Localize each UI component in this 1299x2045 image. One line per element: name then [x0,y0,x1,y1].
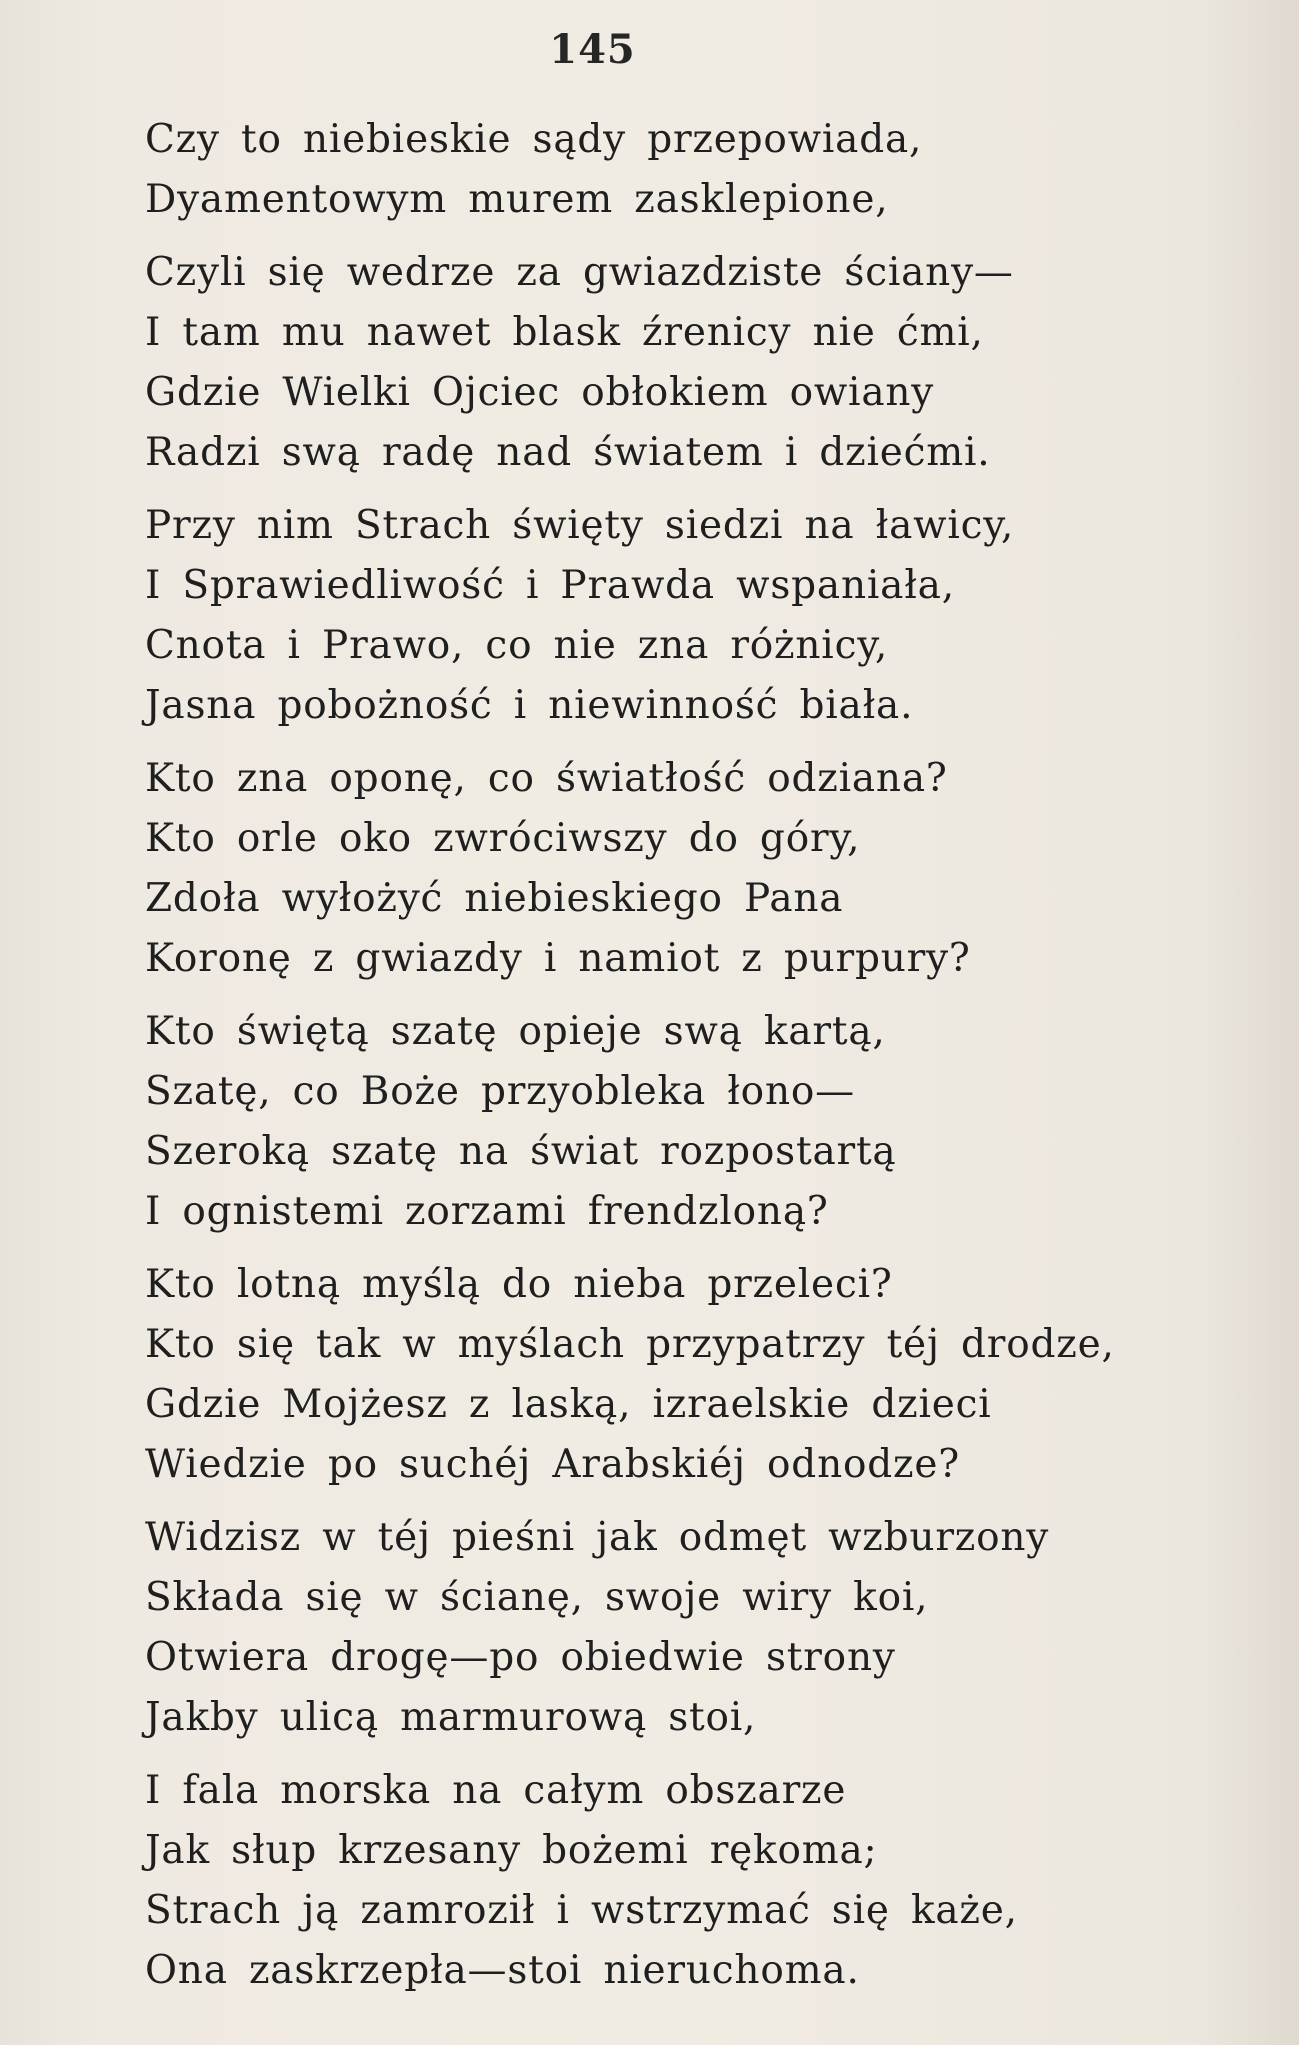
stanza [145,1508,1195,1748]
stanza [145,496,1195,736]
poem-line: Kto lotną myślą do nieba przeleci? [145,1262,893,1307]
poem-line: Ona zaskrzepła—stoi nieruchoma. [145,1948,860,1993]
page-number: 145 [549,26,636,73]
poem-line: I tam mu nawet blask źrenicy nie ćmi, [145,310,984,355]
poem-line: Szeroką szatę na świat rozpostartą [145,1129,897,1174]
poem-line: Otwiera drogę—po obiedwie strony [145,1635,896,1680]
stanza [145,110,1195,230]
stanza [145,1002,1195,1242]
poem-line: I fala morska na całym obszarze [145,1768,847,1813]
poem-line: Wiedzie po suchéj Arabskiéj odnodze? [145,1442,960,1487]
poem-line: Jakby ulicą marmurową stoi, [145,1695,757,1740]
stanza [145,1255,1195,1495]
poem-line: Czy to niebieskie sądy przepowiada, [145,117,923,162]
poem-line: Gdzie Wielki Ojciec obłokiem owiany [145,370,935,415]
poem-line: Kto zna oponę, co światłość odziana? [145,756,948,801]
poem-line: Strach ją zamroził i wstrzymać się każe, [145,1888,1018,1933]
poem-line: Przy nim Strach święty siedzi na ławicy, [145,503,1015,548]
poem-line: Składa się w ścianę, swoje wiry koi, [145,1575,929,1620]
poem-line: Kto świętą szatę opieje swą kartą, [145,1009,886,1054]
stanza [145,749,1195,989]
poem-line: Czyli się wedrze za gwiazdziste ściany— [145,250,1014,295]
poem-line: Kto orle oko zwróciwszy do góry, [145,816,861,861]
poem-line: Cnota i Prawo, co nie zna różnicy, [145,623,889,668]
poem-line: Zdoła wyłożyć niebieskiego Pana [145,876,844,921]
poem-line: Kto się tak w myślach przypatrzy téj drodze, [145,1322,1115,1367]
poem-line: Jak słup krzesany bożemi rękoma; [145,1828,878,1873]
poem-text [145,110,1195,2014]
poem-line: I ognistemi zorzami frendzloną? [145,1189,829,1234]
poem-line: Koronę z gwiazdy i namiot z purpury? [145,936,971,981]
stanza [145,243,1195,483]
stanza [145,1761,1195,2001]
poem-line: Szatę, co Boże przyobleka łono— [145,1069,855,1114]
poem-line: Dyamentowym murem zasklepione, [145,177,889,222]
poem-line: Gdzie Mojżesz z laską, izraelskie dzieci [145,1382,992,1427]
poem-line: Widzisz w téj pieśni jak odmęt wzburzony [145,1515,1050,1560]
poem-line: Radzi swą radę nad światem i dziećmi. [145,430,991,475]
poem-line: Jasna pobożność i niewinność biała. [145,683,914,728]
poem-line: I Sprawiedliwość i Prawda wspaniała, [145,563,955,608]
